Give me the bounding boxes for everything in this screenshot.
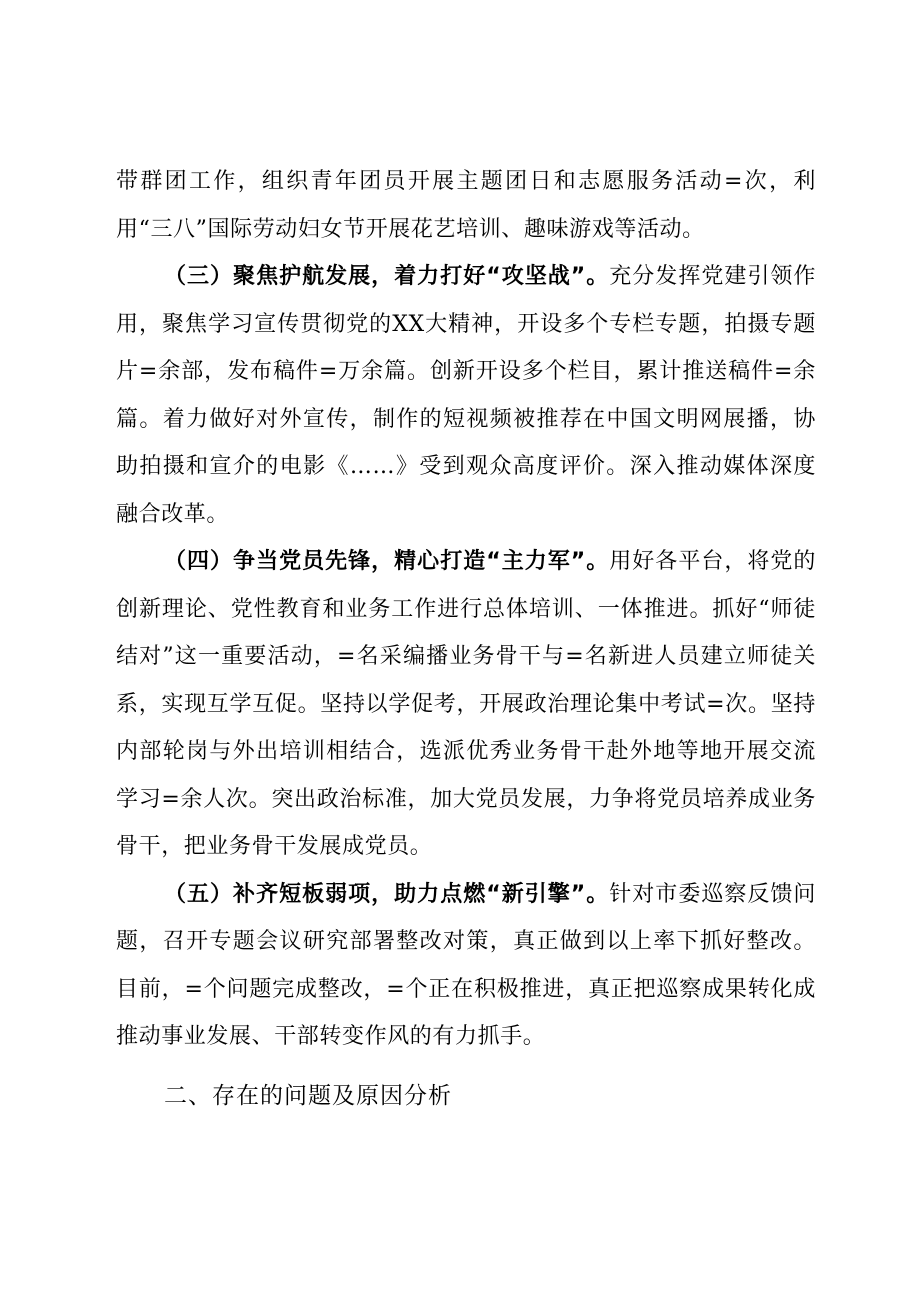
paragraph-3-lead: （四）争当党员先锋，精心打造“主力军”。 xyxy=(164,549,610,574)
paragraph-2-lead: （三）聚焦护航发展，着力打好“攻坚战”。 xyxy=(164,264,610,289)
paragraph-3-text: 用好各平台，将党的创新理论、党性教育和业务工作进行总体培训、一体推进。抓好“师徒结对”这一重要活动，=名采编播业务骨干与=名新进人员建立师徒关系，实现互学互促。坚持以学促考，开展政治理论集中考试=次。坚持内部轮岗与外出培训相结合，选派优秀业务骨干赴外地等地开展交流学习=余人次。突出政治标准，加大党员发展，力争将党员培养成业务骨干，把业务骨干发展成党员。 xyxy=(116,549,817,859)
paragraph-2-text: 充分发挥党建引领作用，聚焦学习宣传贯彻党的XX大精神，开设多个专栏专题，拍摄专题片=余部，发布稿件=万余篇。创新开设多个栏目，累计推送稿件=余篇。着力做好对外宣传，制作的短视频被推荐在中国文明网展播，协助拍摄和宣介的电影《……》受到观众高度评价。深入推动媒体深度融合改革。 xyxy=(116,264,817,527)
paragraph-4-text: 针对市委巡察反馈问题，召开专题会议研究部署整改对策，真正做到以上率下抓好整改。目前，=个问题完成整改，=个正在积极推进，真正把巡察成果转化成推动事业发展、干部转变作风的有力抓手。 xyxy=(116,881,817,1049)
paragraph-1-text: 带群团工作，组织青年团员开展主题团日和志愿服务活动=次，利用“三八”国际劳动妇女节开展花艺培训、趣味游戏等活动。 xyxy=(116,169,816,242)
paragraph-3 xyxy=(116,538,816,871)
paragraph-4-lead: （五）补齐短板弱项，助力点燃“新引擎”。 xyxy=(164,881,610,907)
paragraph-2 xyxy=(116,253,816,538)
paragraph-1 xyxy=(116,158,816,253)
paragraph-4 xyxy=(116,871,816,1061)
section-heading: 二、存在的问题及原因分析 xyxy=(164,1082,452,1109)
document-body xyxy=(116,158,816,1120)
